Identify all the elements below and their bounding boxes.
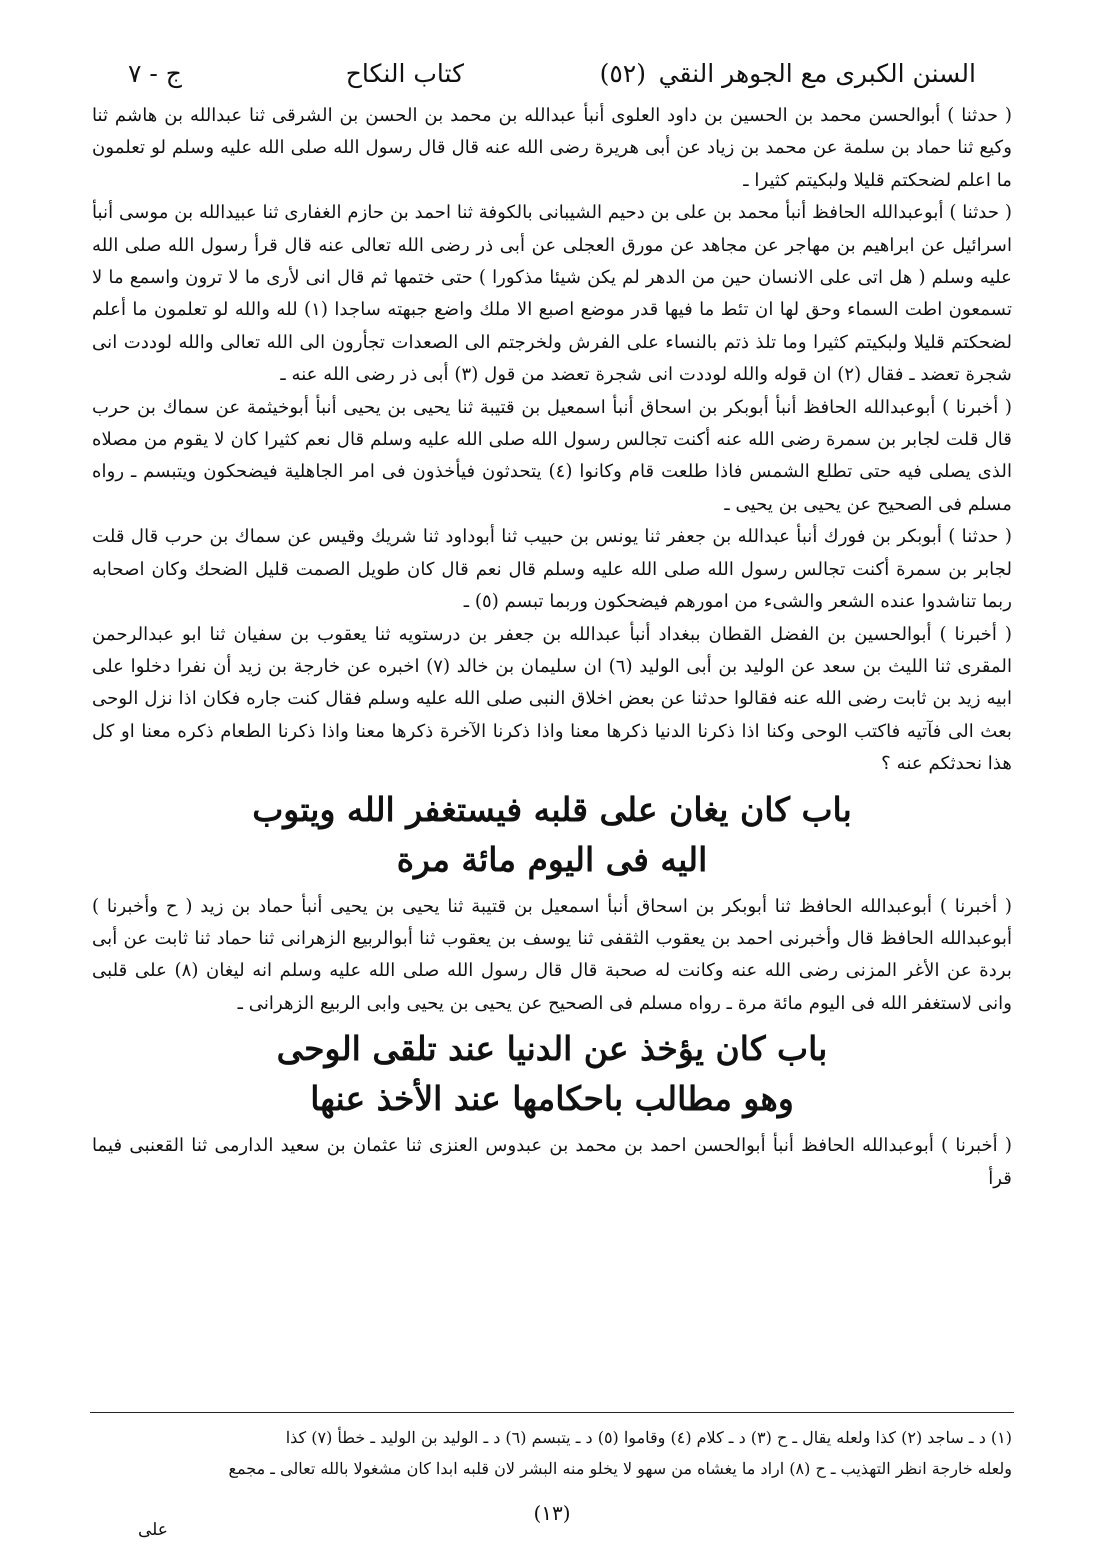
page-header — [128, 52, 976, 96]
header-page-number: (٥٢) — [599, 59, 646, 88]
chapter-heading-2 — [92, 1024, 1012, 1124]
hadith-paragraph: ( أخبرنا ) أبوعبدالله الحافظ أنبأ أبوبكر بن اسحاق أنبأ اسمعیل بن قتیبة ثنا یحیی بن یحیی أنبأ أبوخیثمة عن سماك بن حرب قال قلت لجابر بن سمرة رضی الله عنه أكنت تجالس رسول الله صلی الله علیه وسلم قال نعم كثیرا كان لا یقوم من مصلاه الذی یصلی فیه حتی تطلع الشمس فاذا طلعت قام وكانوا (٤) یتحدثون فیأخذون فی امر الجاهلیة فیضحكون ویتبسم ـ رواه مسلم فی الصحیح عن یحیی بن یحیی ـ — [92, 396, 1012, 515]
header-volume: ج - ٧ — [128, 59, 182, 88]
hadith-paragraph: ( أخبرنا ) أبوعبدالله الحافظ أنبأ أبوالحسن احمد بن محمد بن عبدوس العنزی ثنا عثمان بن سعید الدارمی ثنا القعنبی فیما قرأ — [92, 1135, 1012, 1189]
footnote-divider — [90, 1412, 1014, 1413]
chapter-heading-2-line-1: باب كان یؤخذ عن الدنیا عند تلقی الوحی — [276, 1029, 828, 1069]
hadith-paragraph: ( أخبرنا ) أبوالحسین بن الفضل القطان ببغداد أنبأ عبدالله بن جعفر بن درستویه ثنا یعقوب بن سفیان ثنا ابو عبدالرحمن المقری ثنا اللیث بن سعد عن الولید بن أبی الولید (٦) ان سلیمان بن خالد (٧) اخبره عن خارجة بن زید أن نفرا دخلوا علی ابیه زید بن ثابت رضی الله عنه فقالوا حدثنا عن بعض اخلاق النبی صلی الله علیه وسلم فقال كنت جاره فكان اذا نزل الوحی بعث الی فآتیه فاكتب الوحی وكنا اذا ذكرنا الدنیا ذكرها معنا واذا ذكرنا الآخرة ذكرها معنا واذا ذكرنا الطعام ذكره معنا او كل هذا نحدثكم عنه ؟ — [92, 623, 1012, 775]
main-text — [92, 100, 1012, 1400]
hadith-paragraph: ( حدثنا ) أبوبكر بن فورك أنبأ عبدالله بن جعفر ثنا یونس بن حبیب ثنا أبوداود ثنا شریك وقیس عن سماك بن حرب قال قلت لجابر بن سمرة أكنت تجالس رسول الله صلی الله علیه وسلم قال نعم قال كان طویل الصمت قلیل الضحك وكان اصحابه ربما تناشدوا عنده الشعر والشیء من امورهم فیضحكون وربما تبسم (٥) ـ — [92, 526, 1012, 613]
hadith-paragraph: ( أخبرنا ) أبوعبدالله الحافظ ثنا أبوبكر بن اسحاق أنبأ اسمعیل بن قتیبة ثنا یحیی بن یحیی أنبأ حماد بن زید ( ح وأخبرنا ) أبوعبدالله الحافظ قال وأخبرنی احمد بن یعقوب الثقفی ثنا یوسف بن یعقوب ثنا أبوالربیع الزهرانی ثنا حماد ثنا ثابت عن أبی بردة عن الأغر المزنی رضی الله عنه وكانت له صحبة قال قال رسول الله صلی الله علیه وسلم انه لیغان (٨) علی قلبی وانی لاستغفر الله فی الیوم مائة مرة ـ رواه مسلم فی الصحیح عن یحیی بن یحیی وابی الربیع الزهرانی ـ — [92, 895, 1012, 1014]
header-chapter-title: كتاب النكاح — [345, 59, 464, 88]
hadith-paragraph: ( حدثنا ) أبوالحسن محمد بن الحسين بن داود العلوی أنبأ عبدالله بن محمد بن الحسن بن الشرقی ثنا عبدالله بن هاشم ثنا وكیع ثنا حماد بن سلمة عن محمد بن زیاد عن أبی هریرة رضی الله عنه قال قال رسول الله صلی الله علیه وسلم لو تعلمون ما اعلم لضحكتم قلیلا ولبكیتم كثیرا ـ — [92, 105, 1012, 191]
chapter-heading-1 — [92, 785, 1012, 885]
chapter-heading-1-line-1: باب كان یغان علی قلبه فیستغفر الله ویتوب — [252, 789, 852, 829]
footnote-line: ولعله خارجة انظر التهذیب ـ ح (٨) اراد ما یغشاه من سهو لا یخلو منه البشر لان قلبه ابدا كان مشغولا بالله تعالی ـ مجمع — [228, 1459, 1012, 1478]
footer-page-number: (١٣) — [533, 1501, 571, 1525]
footnote-line: (١) د ـ ساجد (٢) كذا ولعله یقال ـ ح (٣) د ـ كلام (٤) وقاموا (٥) د ـ یتبسم (٦) د ـ الولید بن الولید ـ خطأ (٧) كذا — [285, 1428, 1012, 1447]
chapter-heading-1-line-2: الیه فی الیوم مائة مرة — [396, 839, 708, 879]
chapter-heading-2-line-2: وهو مطالب باحكامها عند الأخذ عنها — [310, 1079, 794, 1119]
hadith-paragraph: ( حدثنا ) أبوعبدالله الحافظ أنبأ محمد بن علی بن دحیم الشیبانی بالكوفة ثنا احمد بن حازم الغفاری ثنا عبیدالله بن موسی أنبأ اسرائیل عن ابراهیم بن مهاجر عن مجاهد عن مورق العجلی عن أبی ذر رضی الله تعالی عنه قال قرأ رسول الله صلی الله علیه وسلم ( هل اتی علی الانسان حین من الدهر لم یكن شیئا مذكورا ) حتی ختمها ثم قال انی لأری ما لا ترون واسمع ما لا تسمعون اطت السماء وحق لها ان تئط ما فیها قدر موضع اصبع الا ملك واضع جبهته ساجدا (١) لله والله لو تعلمون ما أعلم لضحكتم قلیلا ولبكیتم كثیرا وما تلذ ذتم بالنساء علی الفرش ولخرجتم الی الصعدات تجأرون الی الله تعالی والله لوددت انی شجرة تعضد ـ فقال (٢) ان قوله والله لوددت انی شجرة تعضد من قول (٣) أبی ذر رضی الله عنه ـ — [92, 202, 1012, 386]
footnotes — [92, 1422, 1012, 1484]
header-book-title: السنن الكبرى مع الجوهر النقي — [658, 59, 976, 88]
catchword: علی — [138, 1520, 168, 1540]
